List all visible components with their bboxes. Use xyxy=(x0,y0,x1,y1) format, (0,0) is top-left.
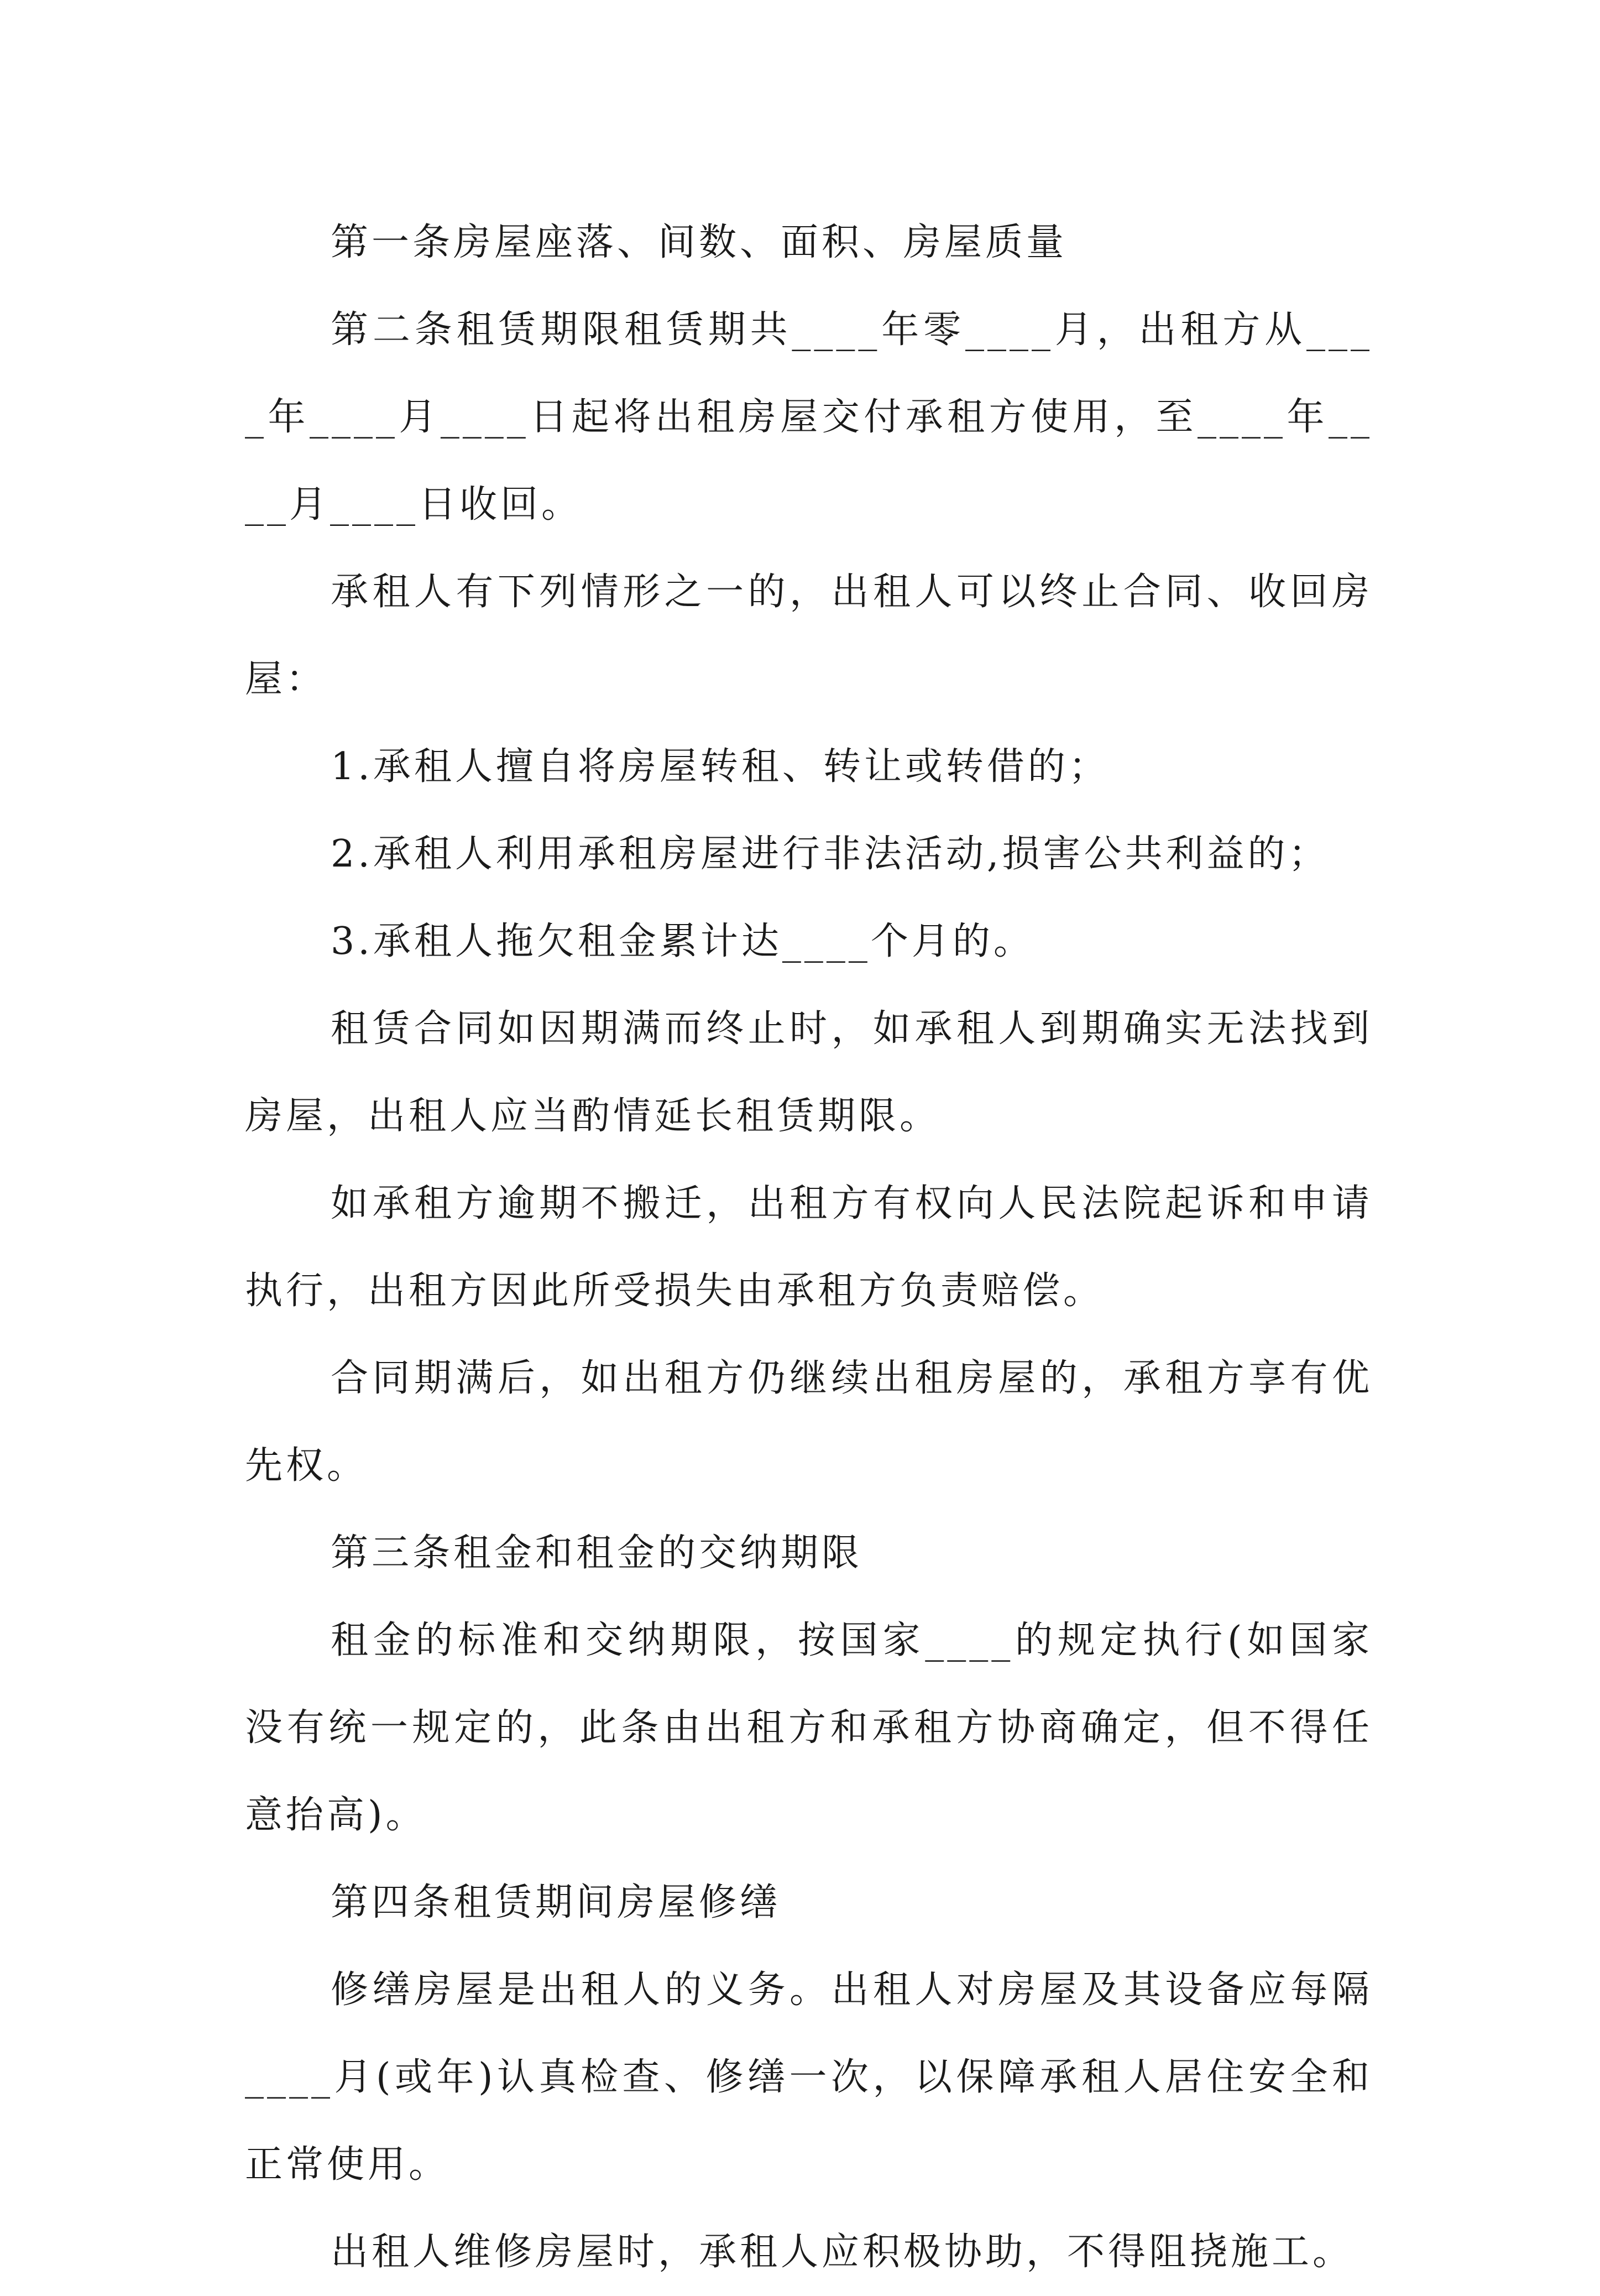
lease-extension-paragraph: 租赁合同如因期满而终止时，如承租人到期确实无法找到房屋，出租人应当酌情延长租赁期限。 xyxy=(245,1007,1373,1138)
termination-condition-3: 3.承租人拖欠租金累计达____个月的。 xyxy=(331,920,1034,963)
repair-obligation-paragraph: 修缮房屋是出租人的义务。出租人对房屋及其设备应每隔____月(或年)认真检查、修缮一次，以保障承租人居住安全和正常使用。 xyxy=(245,1968,1373,2187)
termination-condition-1: 1.承租人擅自将房屋转租、转让或转借的； xyxy=(331,745,1110,789)
rent-standard-paragraph: 租金的标准和交纳期限，按国家____的规定执行(如国家没有统一规定的，此条由出租方和承租方协商确定，但不得任意抬高)。 xyxy=(245,1619,1373,1837)
document-body xyxy=(245,199,1373,2296)
priority-right-paragraph: 合同期满后，如出租方仍继续出租房屋的，承租方享有优先权。 xyxy=(245,1356,1373,1488)
overdue-relocation-paragraph: 如承租方逾期不搬迁，出租方有权向人民法院起诉和申请执行，出租方因此所受损失由承租方负责赔偿。 xyxy=(245,1182,1373,1313)
article-2-term-paragraph: 第二条租赁期限租赁期共____年零____月，出租方从____年____月____日起将出租房屋交付承租方使用，至____年____月____日收回。 xyxy=(245,308,1373,526)
article-1-heading: 第一条房屋座落、间数、面积、房屋质量 xyxy=(331,221,1068,264)
article-3-heading: 第三条租金和租金的交纳期限 xyxy=(331,1531,863,1575)
termination-condition-2: 2.承租人利用承租房屋进行非法活动,损害公共利益的； xyxy=(331,832,1330,876)
article-4-heading: 第四条租赁期间房屋修缮 xyxy=(331,1881,781,1924)
repair-cooperation-paragraph: 出租人维修房屋时，承租人应积极协助，不得阻挠施工。 xyxy=(331,2230,1354,2274)
termination-conditions-intro: 承租人有下列情形之一的，出租人可以终止合同、收回房屋： xyxy=(245,570,1373,701)
